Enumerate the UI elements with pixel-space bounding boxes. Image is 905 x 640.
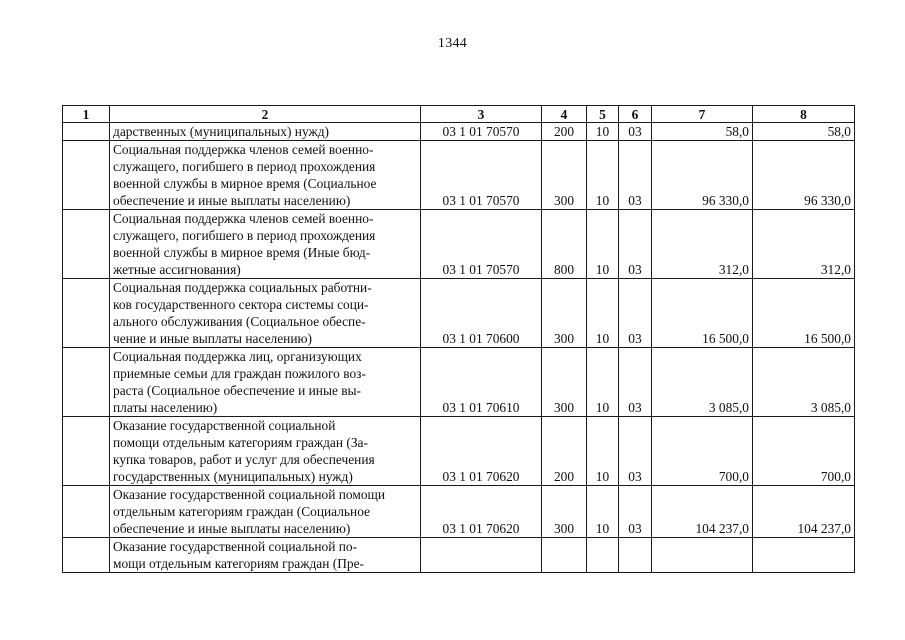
cell-rz: 10 (587, 486, 619, 538)
cell-vr: 300 (542, 486, 587, 538)
cell-sum-2: 96 330,0 (753, 141, 855, 210)
cell-code: 03 1 01 70570 (421, 123, 542, 141)
header-col-3: 3 (421, 106, 542, 123)
header-col-7: 7 (652, 106, 753, 123)
table-row (63, 141, 855, 210)
cell-name: дарственных (муниципальных) нужд) (110, 123, 421, 141)
cell-sum-1: 96 330,0 (652, 141, 753, 210)
cell-sum-2: 58,0 (753, 123, 855, 141)
cell-rz: 10 (587, 417, 619, 486)
cell-pr: 03 (619, 348, 652, 417)
cell-pr: 03 (619, 123, 652, 141)
cell-name: Социальная поддержка социальных работни- ков государственного сектора системы соци- ального обслуживания (Социальное обеспе- чение и иные выплаты населению) (110, 279, 421, 348)
cell-rz: 10 (587, 348, 619, 417)
budget-table (62, 105, 855, 573)
header-col-2: 2 (110, 106, 421, 123)
table-row (63, 538, 855, 573)
cell-name: Социальная поддержка лиц, организующих приемные семьи для граждан пожилого воз- раста (Социальное обеспечение и иные вы- платы населению) (110, 348, 421, 417)
cell-num (63, 141, 110, 210)
cell-name-text: Оказание государственной социальной по- мощи отдельным категориям граждан (Пре- (113, 539, 364, 571)
header-col-6: 6 (619, 106, 652, 123)
cell-code: 03 1 01 70600 (421, 279, 542, 348)
cell-num (63, 348, 110, 417)
cell-sum-2 (753, 538, 855, 573)
cell-name: Социальная поддержка членов семей военно- служащего, погибшего в период прохождения военной службы в мирное время (Социальное обеспечение и иные выплаты населению) (110, 141, 421, 210)
cell-sum-1: 700,0 (652, 417, 753, 486)
cell-sum-2: 104 237,0 (753, 486, 855, 538)
cell-num (63, 538, 110, 573)
cell-code (421, 538, 542, 573)
cell-code: 03 1 01 70620 (421, 486, 542, 538)
cell-sum-2: 16 500,0 (753, 279, 855, 348)
cell-num (63, 210, 110, 279)
cell-num (63, 279, 110, 348)
cell-vr: 300 (542, 279, 587, 348)
cell-rz: 10 (587, 141, 619, 210)
cell-code: 03 1 01 70570 (421, 141, 542, 210)
cell-name: Социальная поддержка членов семей военно- служащего, погибшего в период прохождения военной службы в мирное время (Иные бюд- жетные ассигнования) (110, 210, 421, 279)
table-row (63, 210, 855, 279)
cell-num (63, 486, 110, 538)
cell-vr: 800 (542, 210, 587, 279)
header-col-1: 1 (63, 106, 110, 123)
table-row (63, 486, 855, 538)
cell-vr: 200 (542, 123, 587, 141)
header-col-4: 4 (542, 106, 587, 123)
cell-pr: 03 (619, 210, 652, 279)
cell-vr: 300 (542, 348, 587, 417)
cell-sum-1: 58,0 (652, 123, 753, 141)
table-row (63, 417, 855, 486)
cell-rz: 10 (587, 210, 619, 279)
cell-code: 03 1 01 70620 (421, 417, 542, 486)
cell-vr: 200 (542, 417, 587, 486)
cell-rz (587, 538, 619, 573)
cell-pr: 03 (619, 417, 652, 486)
cell-sum-1: 312,0 (652, 210, 753, 279)
cell-rz: 10 (587, 279, 619, 348)
cell-code: 03 1 01 70570 (421, 210, 542, 279)
cell-sum-1: 16 500,0 (652, 279, 753, 348)
header-col-5: 5 (587, 106, 619, 123)
cell-sum-2: 312,0 (753, 210, 855, 279)
cell-name: Оказание государственной социальной помощи отдельным категориям граждан (За- купка товаров, работ и услуг для обеспечения государственных (муниципальных) нужд) (110, 417, 421, 486)
page-number: 1344 (437, 36, 468, 51)
cell-pr (619, 538, 652, 573)
table-header-row (63, 106, 855, 123)
cell-name (110, 538, 421, 573)
cell-vr: 300 (542, 141, 587, 210)
cell-num (63, 417, 110, 486)
cell-num (63, 123, 110, 141)
cell-pr: 03 (619, 486, 652, 538)
header-col-8: 8 (753, 106, 855, 123)
cell-sum-1: 104 237,0 (652, 486, 753, 538)
cell-sum-1: 3 085,0 (652, 348, 753, 417)
cell-sum-2: 3 085,0 (753, 348, 855, 417)
table-row (63, 348, 855, 417)
table-row (63, 123, 855, 141)
table-row (63, 279, 855, 348)
cell-pr: 03 (619, 141, 652, 210)
cell-name: Оказание государственной социальной помощи отдельным категориям граждан (Социальное обеспечение и иные выплаты населению) (110, 486, 421, 538)
cell-vr (542, 538, 587, 573)
cell-sum-1 (652, 538, 753, 573)
cell-code: 03 1 01 70610 (421, 348, 542, 417)
cell-sum-2: 700,0 (753, 417, 855, 486)
cell-rz: 10 (587, 123, 619, 141)
cell-pr: 03 (619, 279, 652, 348)
